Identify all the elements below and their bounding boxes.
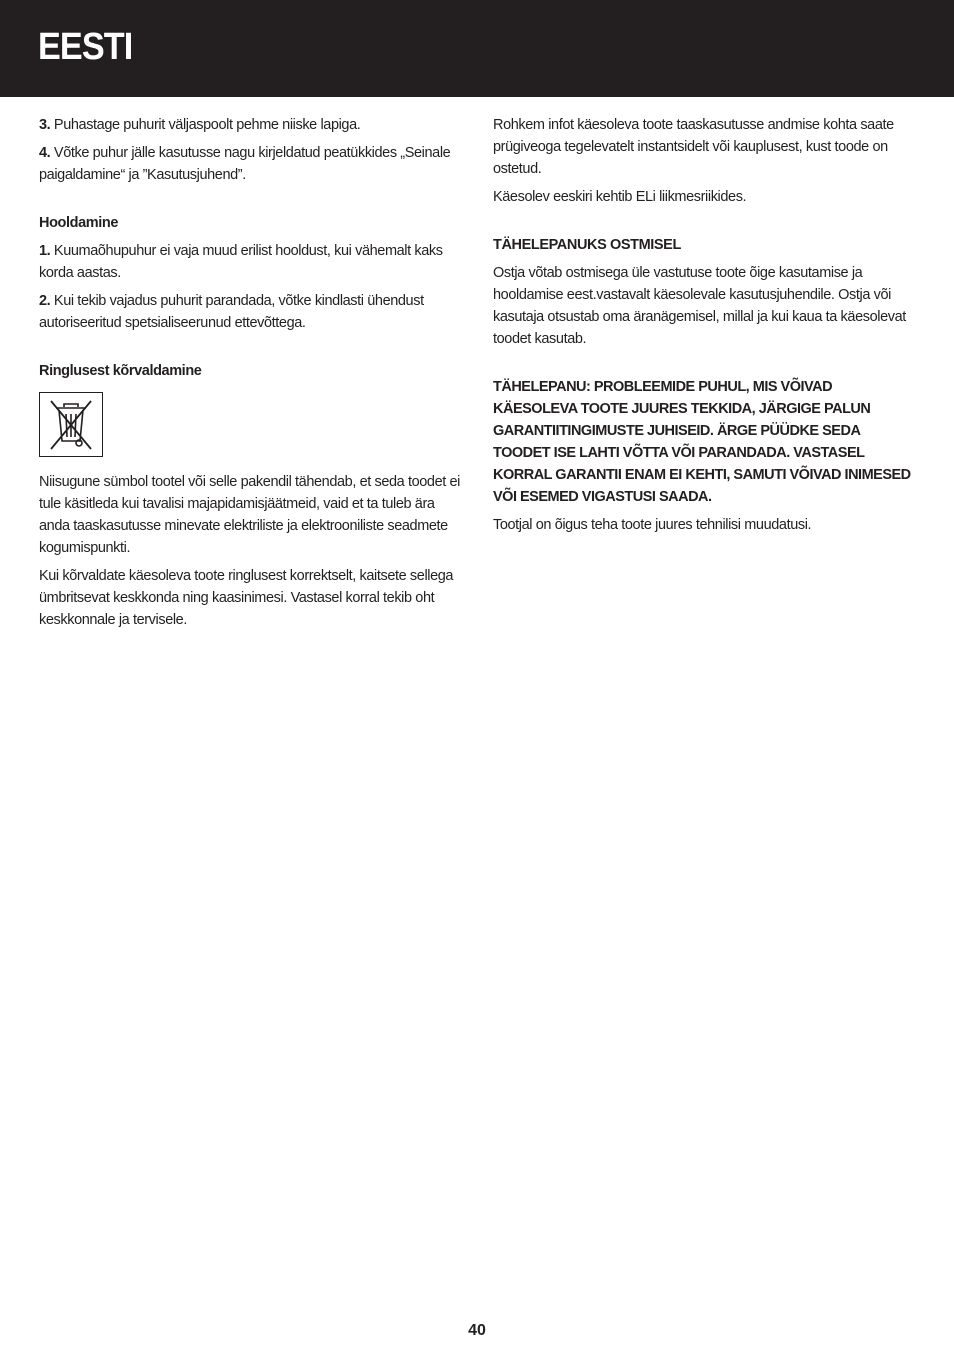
recycling-heading: Ringlusest kõrvaldamine	[39, 363, 202, 379]
maintenance-1-number: 1.	[39, 243, 51, 259]
step-3-number: 3.	[39, 117, 51, 133]
maintenance-1-text: Kuumaõhupuhur ei vaja muud erilist hooldust, kui vähemalt kaks korda aastas.	[39, 243, 443, 281]
step-3	[39, 114, 461, 136]
maintenance-heading: Hooldamine	[39, 215, 118, 231]
eu-validity-paragraph: Käesolev eeskiri kehtib ELi liikmesriikides.	[493, 189, 747, 205]
warranty-warning: TÄHELEPANU: PROBLEEMIDE PUHUL, MIS VÕIVAD KÄESOLEVA TOOTE JUURES TEKKIDA, JÄRGIGE PALUN GARANTIITINGIMUSTE JUHISEID. ÄRGE PÜÜDKE SEDA TOODET ISE LAHTI VÕTTA VÕI PARANDADA. VASTASEL KORRAL GARANTII ENAM EI KEHTI, SAMUTI VÕIVAD INIMESED VÕI ESEMED VIGASTUSI SAADA.	[493, 379, 911, 505]
maintenance-2-text: Kui tekib vajadus puhurit parandada, võtke kindlasti ühendust autoriseeritud spetsialiseerunud ettevõttega.	[39, 293, 424, 331]
manufacturer-note: Tootjal on õigus teha toote juures tehnilisi muudatusi.	[493, 517, 812, 533]
page-number: 40	[468, 1322, 486, 1339]
right-column	[493, 114, 919, 542]
language-title: EESTI	[38, 26, 133, 68]
step-4-text: Võtke puhur jälle kasutusse nagu kirjeldatud peatükkides „Seinale paigaldamine“ ja ”Kasutusjuhend”.	[39, 145, 451, 183]
step-4	[39, 142, 461, 186]
recycling-paragraph-1: Niisugune sümbol tootel või selle pakendil tähendab, et seda toodet ei tule käsitleda kui tavalisi majapidamisjäätmeid, vaid et ta tuleb ära anda taaskasutusse minevate elektriliste ja elektrooniliste seadmete kogumispunkti.	[39, 474, 460, 556]
maintenance-1	[39, 240, 461, 284]
recycling-paragraph-2: Kui kõrvaldate käesoleva toote ringlusest korrektselt, kaitsete sellega ümbritsevat keskkonda ning kaasinimesi. Vastasel korral tekib oht keskkonnale ja tervisele.	[39, 568, 454, 628]
purchase-paragraph: Ostja võtab ostmisega üle vastutuse toote õige kasutamise ja hooldamise eest.vastavalt käesolevale kasutusjuhendile. Ostja või kasutaja otsustab oma äranägemisel, millal ja kui kaua ta käesolevat toodet kasutab.	[493, 265, 906, 347]
recycling-info-paragraph: Rohkem infot käesoleva toote taaskasutusse andmise kohta saate prügiveoga tegelevatelt instantsidelt või kauplusest, kust toode on ostetud.	[493, 117, 894, 177]
maintenance-2-number: 2.	[39, 293, 51, 309]
left-column	[39, 114, 461, 637]
purchase-heading: TÄHELEPANUKS OSTMISEL	[493, 237, 681, 253]
weee-crossed-bin-icon	[39, 392, 103, 457]
step-3-text: Puhastage puhurit väljaspoolt pehme niiske lapiga.	[50, 117, 361, 133]
header-bar	[0, 0, 954, 97]
step-4-number: 4.	[39, 145, 51, 161]
maintenance-2	[39, 290, 461, 334]
